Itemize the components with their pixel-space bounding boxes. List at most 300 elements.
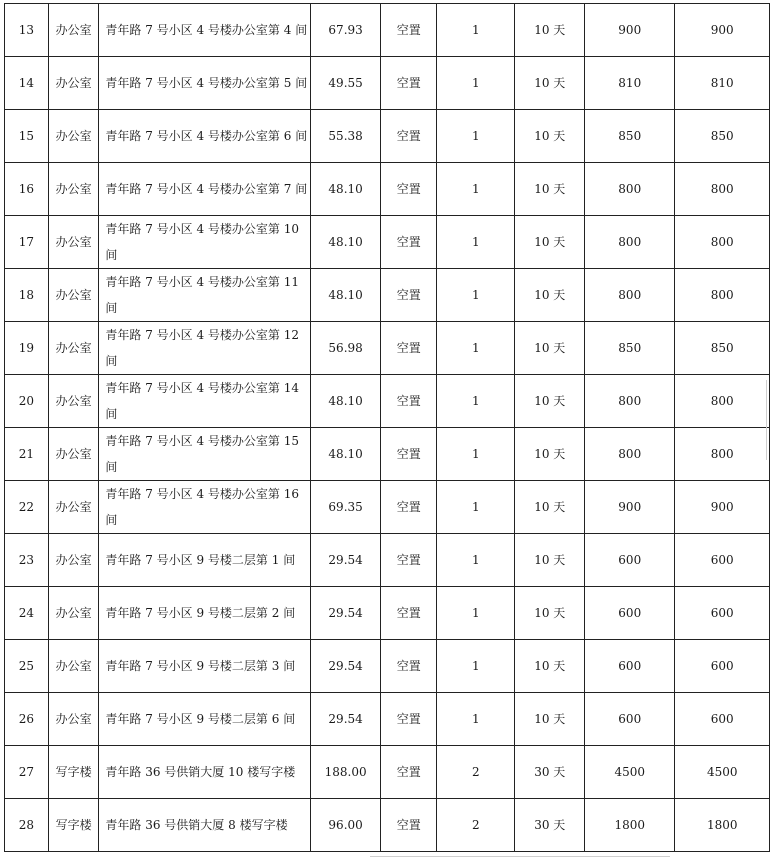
lease-days-cell-text: 10 天: [534, 447, 566, 461]
price-cell: [585, 110, 675, 163]
lease-days-cell: [515, 481, 585, 534]
row-number-cell: [5, 375, 49, 428]
row-number-cell-text: 22: [18, 500, 35, 514]
property-type-cell-text: 办公室: [55, 76, 92, 90]
status-cell-text: 空置: [396, 765, 421, 779]
price-cell-text: 900: [618, 500, 642, 514]
area-cell-text: 29.54: [328, 712, 363, 726]
address-cell-text: 青年路 7 号小区 4 号楼办公室第 12 间: [105, 328, 300, 368]
area-cell: [310, 57, 381, 110]
total-cell-text: 800: [710, 235, 734, 249]
price-cell-text: 800: [618, 394, 642, 408]
total-cell-text: 800: [710, 182, 734, 196]
property-type-cell: [48, 640, 99, 693]
status-cell-text: 空置: [396, 659, 421, 673]
price-cell: [585, 163, 675, 216]
lease-days-cell: [515, 322, 585, 375]
address-cell-text: 青年路 7 号小区 4 号楼办公室第 6 间: [105, 129, 308, 143]
address-cell: [99, 534, 310, 587]
status-cell: [381, 216, 437, 269]
table-row: [5, 57, 770, 110]
row-number-cell: [5, 746, 49, 799]
status-cell-text: 空置: [396, 129, 421, 143]
lease-days-cell: [515, 534, 585, 587]
status-cell-text: 空置: [396, 235, 421, 249]
address-cell-text: 青年路 7 号小区 4 号楼办公室第 5 间: [105, 76, 308, 90]
total-cell: [675, 693, 770, 746]
total-cell-text: 800: [710, 394, 734, 408]
right-edge-line: [766, 380, 767, 460]
property-type-cell-text: 办公室: [55, 500, 92, 514]
count-cell: [437, 57, 515, 110]
property-type-cell-text: 办公室: [55, 129, 92, 143]
area-cell-text: 69.35: [328, 500, 363, 514]
status-cell-text: 空置: [396, 182, 421, 196]
status-cell: [381, 799, 437, 852]
area-cell: [310, 640, 381, 693]
lease-days-cell: [515, 746, 585, 799]
count-cell-text: 1: [471, 288, 480, 302]
table-row: [5, 110, 770, 163]
row-number-cell: [5, 693, 49, 746]
total-cell: [675, 428, 770, 481]
address-cell-text: 青年路 36 号供销大厦 8 楼写字楼: [105, 818, 288, 832]
area-cell: [310, 481, 381, 534]
price-cell: [585, 799, 675, 852]
property-type-cell-text: 办公室: [55, 288, 92, 302]
lease-days-cell-text: 30 天: [534, 765, 566, 779]
row-number-cell-text: 21: [18, 447, 35, 461]
count-cell-text: 1: [471, 553, 480, 567]
price-cell-text: 600: [618, 553, 642, 567]
address-cell-text: 青年路 7 号小区 9 号楼二层第 3 间: [105, 659, 296, 673]
property-type-cell: [48, 481, 99, 534]
address-cell: [99, 322, 310, 375]
area-cell-text: 48.10: [328, 447, 363, 461]
price-cell-text: 800: [618, 182, 642, 196]
table-row: [5, 4, 770, 57]
property-type-cell: [48, 428, 99, 481]
area-cell-text: 48.10: [328, 182, 363, 196]
count-cell-text: 1: [471, 129, 480, 143]
price-cell: [585, 428, 675, 481]
count-cell-text: 1: [471, 447, 480, 461]
lease-days-cell-text: 10 天: [534, 129, 566, 143]
count-cell: [437, 269, 515, 322]
property-type-cell: [48, 163, 99, 216]
address-cell-text: 青年路 7 号小区 9 号楼二层第 6 间: [105, 712, 296, 726]
property-rental-table: [4, 3, 770, 852]
total-cell-text: 600: [710, 606, 734, 620]
address-cell-text: 青年路 7 号小区 4 号楼办公室第 7 间: [105, 182, 308, 196]
total-cell: [675, 57, 770, 110]
area-cell: [310, 587, 381, 640]
row-number-cell: [5, 587, 49, 640]
table-row: [5, 799, 770, 852]
price-cell: [585, 640, 675, 693]
total-cell-text: 4500: [706, 765, 738, 779]
price-cell-text: 900: [618, 23, 642, 37]
count-cell: [437, 216, 515, 269]
status-cell: [381, 375, 437, 428]
status-cell: [381, 428, 437, 481]
lease-days-cell-text: 10 天: [534, 712, 566, 726]
table-row: [5, 640, 770, 693]
lease-days-cell-text: 10 天: [534, 500, 566, 514]
area-cell-text: 56.98: [328, 341, 363, 355]
row-number-cell-text: 20: [18, 394, 35, 408]
row-number-cell: [5, 322, 49, 375]
count-cell-text: 1: [471, 182, 480, 196]
status-cell: [381, 640, 437, 693]
total-cell-text: 600: [710, 659, 734, 673]
row-number-cell-text: 15: [18, 129, 35, 143]
total-cell: [675, 587, 770, 640]
count-cell-text: 1: [471, 712, 480, 726]
address-cell: [99, 216, 310, 269]
lease-days-cell-text: 10 天: [534, 23, 566, 37]
status-cell: [381, 693, 437, 746]
row-number-cell-text: 16: [18, 182, 35, 196]
total-cell-text: 800: [710, 447, 734, 461]
lease-days-cell-text: 10 天: [534, 394, 566, 408]
row-number-cell-text: 17: [18, 235, 35, 249]
address-cell-text: 青年路 7 号小区 4 号楼办公室第 4 间: [105, 23, 308, 37]
property-type-cell-text: 办公室: [55, 712, 92, 726]
status-cell: [381, 57, 437, 110]
area-cell-text: 29.54: [328, 606, 363, 620]
row-number-cell: [5, 481, 49, 534]
count-cell: [437, 587, 515, 640]
count-cell-text: 2: [471, 765, 480, 779]
address-cell: [99, 481, 310, 534]
price-cell: [585, 693, 675, 746]
area-cell-text: 48.10: [328, 288, 363, 302]
property-type-cell-text: 办公室: [55, 553, 92, 567]
count-cell-text: 1: [471, 659, 480, 673]
price-cell-text: 600: [618, 659, 642, 673]
price-cell-text: 600: [618, 712, 642, 726]
address-cell: [99, 269, 310, 322]
lease-days-cell: [515, 799, 585, 852]
row-number-cell-text: 23: [18, 553, 35, 567]
price-cell-text: 850: [618, 341, 642, 355]
property-type-cell-text: 办公室: [55, 447, 92, 461]
row-number-cell-text: 28: [18, 818, 35, 832]
lease-days-cell: [515, 216, 585, 269]
lease-days-cell-text: 10 天: [534, 341, 566, 355]
area-cell-text: 29.54: [328, 553, 363, 567]
property-type-cell-text: 办公室: [55, 182, 92, 196]
lease-days-cell-text: 10 天: [534, 659, 566, 673]
lease-days-cell-text: 10 天: [534, 235, 566, 249]
price-cell: [585, 587, 675, 640]
status-cell: [381, 163, 437, 216]
address-cell-text: 青年路 7 号小区 9 号楼二层第 1 间: [105, 553, 296, 567]
table-body: [5, 4, 770, 852]
total-cell: [675, 799, 770, 852]
area-cell: [310, 163, 381, 216]
property-type-cell: [48, 534, 99, 587]
count-cell-text: 1: [471, 23, 480, 37]
property-type-cell-text: 办公室: [55, 23, 92, 37]
area-cell: [310, 693, 381, 746]
lease-days-cell-text: 10 天: [534, 76, 566, 90]
table-row: [5, 481, 770, 534]
address-cell: [99, 746, 310, 799]
count-cell: [437, 4, 515, 57]
total-cell: [675, 640, 770, 693]
status-cell-text: 空置: [396, 288, 421, 302]
total-cell: [675, 534, 770, 587]
status-cell: [381, 587, 437, 640]
address-cell-text: 青年路 7 号小区 4 号楼办公室第 10 间: [105, 222, 300, 262]
property-type-cell-text: 办公室: [55, 235, 92, 249]
total-cell: [675, 322, 770, 375]
price-cell-text: 4500: [614, 765, 646, 779]
count-cell: [437, 481, 515, 534]
area-cell: [310, 375, 381, 428]
area-cell: [310, 216, 381, 269]
address-cell: [99, 640, 310, 693]
address-cell-text: 青年路 7 号小区 4 号楼办公室第 16 间: [105, 487, 300, 527]
count-cell-text: 2: [471, 818, 480, 832]
area-cell-text: 67.93: [328, 23, 363, 37]
count-cell: [437, 534, 515, 587]
status-cell: [381, 110, 437, 163]
lease-days-cell: [515, 587, 585, 640]
total-cell-text: 900: [710, 23, 734, 37]
area-cell: [310, 269, 381, 322]
row-number-cell: [5, 640, 49, 693]
count-cell: [437, 799, 515, 852]
row-number-cell: [5, 534, 49, 587]
area-cell: [310, 534, 381, 587]
property-type-cell-text: 办公室: [55, 659, 92, 673]
total-cell-text: 810: [710, 76, 734, 90]
status-cell: [381, 746, 437, 799]
total-cell: [675, 375, 770, 428]
status-cell-text: 空置: [396, 341, 421, 355]
address-cell: [99, 587, 310, 640]
lease-days-cell-text: 10 天: [534, 606, 566, 620]
area-cell-text: 29.54: [328, 659, 363, 673]
address-cell: [99, 799, 310, 852]
lease-days-cell-text: 30 天: [534, 818, 566, 832]
lease-days-cell-text: 10 天: [534, 182, 566, 196]
count-cell: [437, 163, 515, 216]
count-cell-text: 1: [471, 235, 480, 249]
total-cell: [675, 269, 770, 322]
address-cell: [99, 375, 310, 428]
lease-days-cell: [515, 269, 585, 322]
table-row: [5, 428, 770, 481]
row-number-cell: [5, 110, 49, 163]
row-number-cell: [5, 57, 49, 110]
status-cell-text: 空置: [396, 818, 421, 832]
property-type-cell: [48, 216, 99, 269]
row-number-cell-text: 26: [18, 712, 35, 726]
status-cell: [381, 4, 437, 57]
address-cell-text: 青年路 7 号小区 9 号楼二层第 2 间: [105, 606, 296, 620]
price-cell: [585, 322, 675, 375]
property-type-cell: [48, 587, 99, 640]
address-cell-text: 青年路 7 号小区 4 号楼办公室第 14 间: [105, 381, 300, 421]
property-type-cell: [48, 57, 99, 110]
lease-days-cell-text: 10 天: [534, 553, 566, 567]
status-cell-text: 空置: [396, 712, 421, 726]
status-cell-text: 空置: [396, 447, 421, 461]
address-cell: [99, 110, 310, 163]
total-cell-text: 900: [710, 500, 734, 514]
address-cell: [99, 428, 310, 481]
table-row: [5, 534, 770, 587]
count-cell: [437, 693, 515, 746]
lease-days-cell: [515, 428, 585, 481]
lease-days-cell: [515, 640, 585, 693]
lease-days-cell: [515, 110, 585, 163]
price-cell-text: 800: [618, 235, 642, 249]
lease-days-cell: [515, 57, 585, 110]
total-cell-text: 850: [710, 129, 734, 143]
address-cell: [99, 4, 310, 57]
total-cell-text: 600: [710, 553, 734, 567]
row-number-cell: [5, 163, 49, 216]
property-type-cell: [48, 4, 99, 57]
price-cell-text: 800: [618, 288, 642, 302]
area-cell: [310, 322, 381, 375]
count-cell: [437, 428, 515, 481]
price-cell-text: 1800: [614, 818, 646, 832]
area-cell-text: 49.55: [328, 76, 363, 90]
row-number-cell: [5, 428, 49, 481]
lease-days-cell-text: 10 天: [534, 288, 566, 302]
total-cell-text: 850: [710, 341, 734, 355]
property-type-cell: [48, 110, 99, 163]
property-type-cell-text: 写字楼: [55, 765, 92, 779]
row-number-cell-text: 13: [18, 23, 35, 37]
total-cell: [675, 746, 770, 799]
count-cell-text: 1: [471, 500, 480, 514]
status-cell-text: 空置: [396, 553, 421, 567]
row-number-cell-text: 24: [18, 606, 35, 620]
address-cell-text: 青年路 7 号小区 4 号楼办公室第 11 间: [105, 275, 300, 315]
table-row: [5, 375, 770, 428]
property-type-cell: [48, 375, 99, 428]
status-cell-text: 空置: [396, 76, 421, 90]
price-cell: [585, 481, 675, 534]
area-cell: [310, 746, 381, 799]
price-cell: [585, 216, 675, 269]
price-cell-text: 800: [618, 447, 642, 461]
status-cell: [381, 322, 437, 375]
row-number-cell-text: 27: [18, 765, 35, 779]
row-number-cell: [5, 799, 49, 852]
price-cell: [585, 534, 675, 587]
count-cell: [437, 640, 515, 693]
property-type-cell: [48, 269, 99, 322]
address-cell: [99, 57, 310, 110]
area-cell: [310, 4, 381, 57]
address-cell: [99, 163, 310, 216]
table-row: [5, 269, 770, 322]
price-cell-text: 850: [618, 129, 642, 143]
lease-days-cell: [515, 4, 585, 57]
row-number-cell-text: 19: [18, 341, 35, 355]
area-cell-text: 188.00: [324, 765, 367, 779]
area-cell-text: 96.00: [328, 818, 363, 832]
total-cell: [675, 110, 770, 163]
count-cell: [437, 746, 515, 799]
count-cell-text: 1: [471, 341, 480, 355]
bottom-edge-line: [370, 856, 670, 857]
property-type-cell: [48, 693, 99, 746]
count-cell: [437, 322, 515, 375]
row-number-cell-text: 14: [18, 76, 35, 90]
lease-days-cell: [515, 693, 585, 746]
total-cell-text: 1800: [706, 818, 738, 832]
table-row: [5, 693, 770, 746]
count-cell-text: 1: [471, 394, 480, 408]
property-type-cell: [48, 746, 99, 799]
table-row: [5, 163, 770, 216]
area-cell: [310, 799, 381, 852]
total-cell: [675, 481, 770, 534]
total-cell: [675, 163, 770, 216]
table-row: [5, 216, 770, 269]
total-cell-text: 800: [710, 288, 734, 302]
area-cell: [310, 428, 381, 481]
price-cell: [585, 269, 675, 322]
row-number-cell: [5, 4, 49, 57]
area-cell-text: 48.10: [328, 235, 363, 249]
property-type-cell-text: 写字楼: [55, 818, 92, 832]
total-cell: [675, 4, 770, 57]
row-number-cell: [5, 216, 49, 269]
count-cell: [437, 375, 515, 428]
property-type-cell-text: 办公室: [55, 341, 92, 355]
address-cell: [99, 693, 310, 746]
price-cell: [585, 57, 675, 110]
price-cell: [585, 4, 675, 57]
total-cell-text: 600: [710, 712, 734, 726]
address-cell-text: 青年路 7 号小区 4 号楼办公室第 15 间: [105, 434, 300, 474]
table-row: [5, 587, 770, 640]
status-cell-text: 空置: [396, 394, 421, 408]
status-cell-text: 空置: [396, 23, 421, 37]
count-cell-text: 1: [471, 76, 480, 90]
total-cell: [675, 216, 770, 269]
row-number-cell-text: 18: [18, 288, 35, 302]
lease-days-cell: [515, 163, 585, 216]
table-row: [5, 322, 770, 375]
row-number-cell: [5, 269, 49, 322]
status-cell-text: 空置: [396, 500, 421, 514]
count-cell-text: 1: [471, 606, 480, 620]
property-type-cell: [48, 322, 99, 375]
price-cell-text: 810: [618, 76, 642, 90]
price-cell-text: 600: [618, 606, 642, 620]
status-cell: [381, 269, 437, 322]
row-number-cell-text: 25: [18, 659, 35, 673]
status-cell: [381, 534, 437, 587]
count-cell: [437, 110, 515, 163]
property-type-cell-text: 办公室: [55, 394, 92, 408]
table-row: [5, 746, 770, 799]
address-cell-text: 青年路 36 号供销大厦 10 楼写字楼: [105, 765, 296, 779]
price-cell: [585, 746, 675, 799]
area-cell-text: 48.10: [328, 394, 363, 408]
